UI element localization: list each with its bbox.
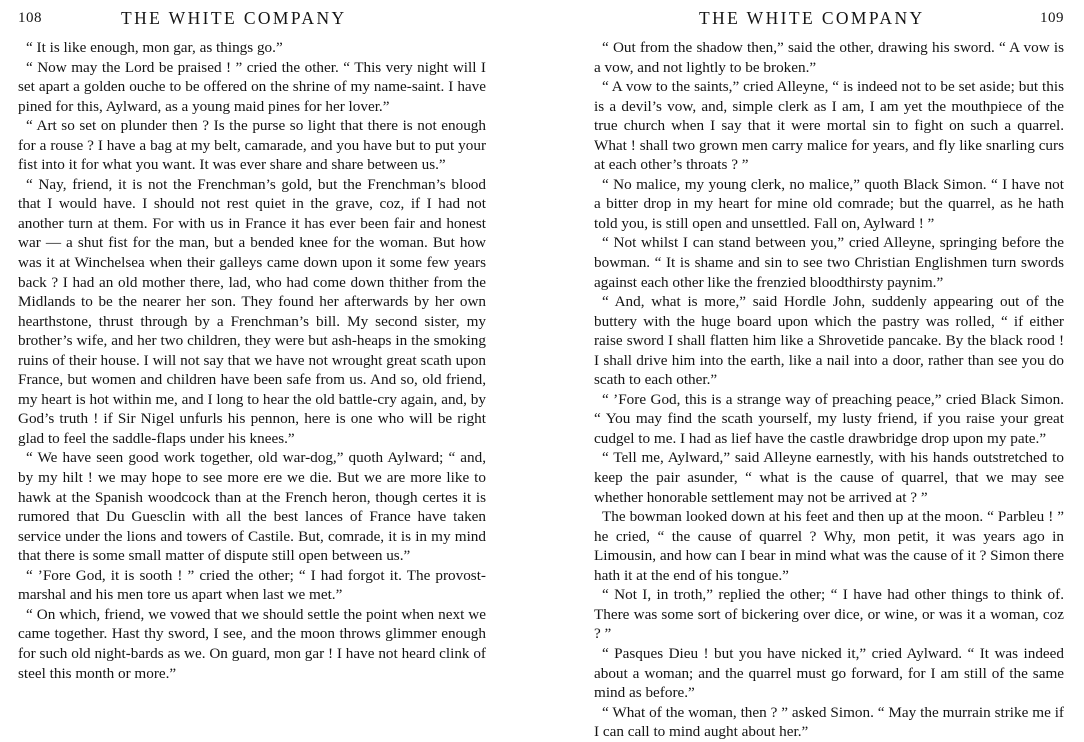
page-number: 109 [1040, 10, 1064, 26]
paragraph: “ Nay, friend, it is not the Frenchman’s gold, but the Frenchman’s blood that I would have. I should not rest quiet in the grave, coz, if I had not another turn at them. For with us in France it has ever been fair and honest war — a shut fist for the man, but a bended knee for the woman. But how was it at Winchelsea when their galleys came down upon it some few years back ? I had an old mother there, lad, who had come down thither from the Midlands to be the nearer her son. They found her afterwards by her own hearthstone, thrust through by a Frenchman’s bill. My second sister, my brother’s wife, and her two children, they were but ash-heaps in the smoking ruins of their house. I will not say that we have not wrought great scath upon France, but women and children have been safe from us. And so, old friend, my heart is hot within me, and I long to hear the old battle-cry again, and, by God’s truth ! if Sir Nigel unfurls his pennon, here is one who will be right glad to feel the saddle-flaps under his knees.” [18, 175, 486, 447]
left-page [18, 0, 486, 709]
paragraph: “ On which, friend, we vowed that we should settle the point when next we came together. Hast thy sword, I see, and the moon throws glimmer enough for such old night-bards as we. On guard, mon gar ! I have not heard clink of steel this month or more.” [18, 605, 486, 682]
paragraph: “ Art so set on plunder then ? Is the purse so light that there is not enough for a rouse ? I have a bag at my belt, camarade, and you have but to put your fist into it for what you want. It was ever share and share between us.” [18, 117, 486, 174]
paragraph: “ ’Fore God, it is sooth ! ” cried the other; “ I had forgot it. The provost-marshal and his men tore us apart when last we met.” [18, 566, 486, 604]
left-page-body [18, 38, 486, 683]
running-title: THE WHITE COMPANY [699, 8, 925, 28]
paragraph: “ Not whilst I can stand between you,” cried Alleyne, springing before the bowman. “ It is shame and sin to see two Christian Englishmen turn swords against each other like the frenzied bloodthirsty paynim.” [594, 234, 1064, 291]
left-page-header [18, 8, 486, 38]
page-number: 108 [18, 10, 42, 26]
paragraph: “ Out from the shadow then,” said the other, drawing his sword. “ A vow is a vow, and not lightly to be broken.” [594, 39, 1064, 76]
right-page [594, 0, 1064, 741]
paragraph: “ It is like enough, mon gar, as things go.” [26, 39, 283, 56]
paragraph: “ What of the woman, then ? ” asked Simon. “ May the murrain strike me if I can call to mind aught about her.” [594, 703, 1064, 741]
paragraph: “ ’Fore God, this is a strange way of preaching peace,” cried Black Simon. “ You may find the scath yourself, my lusty friend, if you raise your great cudgel to me. I had as lief have the castle drawbridge drop upon my pate.” [594, 390, 1064, 447]
paragraph: “ We have seen good work together, old war-dog,” quoth Aylward; “ and, by my hilt ! we may hope to see more ere we die. But we are more like to hawk at the Spanish woodcock than at the French heron, though certes it is rumored that Du Guesclin with all the best lances of France have taken service under the lions and towers of Castile. But, comrade, it is in my mind that there is some small matter of dispute still open between us.” [18, 449, 486, 565]
right-page-body [594, 38, 1064, 742]
paragraph: “ Not I, in troth,” replied the other; “ I have had other things to think of. There was some sort of bickering over dice, or wine, or was it a woman, coz ? ” [594, 586, 1064, 643]
paragraph: “ Now may the Lord be praised ! ” cried the other. “ This very night will I set apart a golden ouche to be offered on the shrine of my name-saint. I have pined for this, Aylward, as a young maid pines for her lover.” [18, 58, 486, 115]
running-title: THE WHITE COMPANY [121, 8, 347, 28]
paragraph: “ No malice, my young clerk, no malice,” quoth Black Simon. “ I have not a bitter drop in my heart for mine old comrade; but the quarrel, as he hath told you, is still open and unsettled. Fall on, Aylward ! ” [594, 175, 1064, 232]
paragraph: “ Tell me, Aylward,” said Alleyne earnestly, with his hands outstretched to keep the pair asunder, “ what is the cause of quarrel, that we may see whether honorable settlement may not be arrived at ? ” [594, 449, 1064, 506]
paragraph: “ Pasques Dieu ! but you have nicked it,” cried Aylward. “ It was indeed about a woman; and the quarrel must go forward, for I am still of the same mind as before.” [594, 644, 1064, 702]
paragraph: The bowman looked down at his feet and then up at the moon. “ Parbleu ! ” he cried, “ the cause of quarrel ? Why, mon petit, it was years ago in Limousin, and how can I bear in mind what was the cause of it ? Simon there hath it at the end of his tongue.” [594, 508, 1064, 584]
right-page-header [594, 8, 1064, 38]
paragraph: “ And, what is more,” said Hordle John, suddenly appearing out of the buttery with the huge board upon which the pastry was rolled, “ if either raise sword I shall flatten him like a Shrovetide pancake. By the black rood ! I shall drive him into the earth, like a nail into a door, rather than see you do scath to each other.” [594, 293, 1064, 389]
paragraph: “ A vow to the saints,” cried Alleyne, “ is indeed not to be set aside; but this is a devil’s vow, and, simple clerk as I am, I am yet the mouthpiece of the true church when I say that it were mortal sin to fight on such a quarrel. What ! shall two grown men carry malice for years, and fly like snarling curs at each other’s throats ? ” [594, 78, 1064, 174]
